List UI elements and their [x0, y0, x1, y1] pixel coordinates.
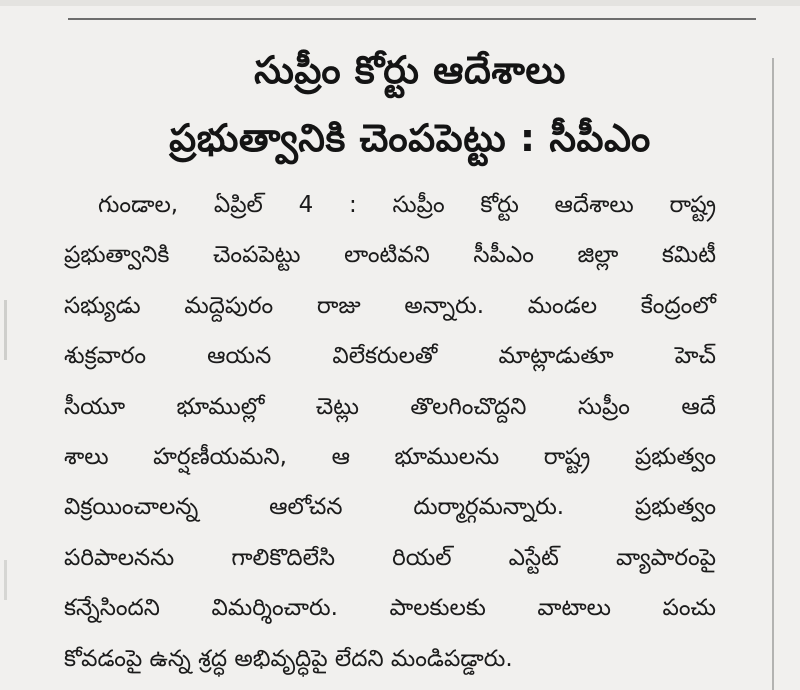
body-line-7: విక్రయించాలన్న ఆలోచన దుర్మార్గమన్నారు. ప్రభుత్వం — [64, 494, 716, 521]
body-line-3: సభ్యుడు మద్దెపురం రాజు అన్నారు. మండల కేంద్రంలో — [64, 292, 716, 319]
page-fold-mark — [4, 300, 7, 360]
headline-line-2: ప్రభుత్వానికి చెంపపెట్టు : సీపీఎం — [169, 116, 651, 160]
column-right-rule — [772, 58, 774, 690]
body-line-1: గుండాల, ఏప్రిల్ 4 : సుప్రీం కోర్టు ఆదేశాలు రాష్ట్ర — [98, 192, 716, 218]
body-line-5: సీయూ భూముల్లో చెట్లు తొలగించొద్దని సుప్రీం ఆదే — [64, 393, 716, 420]
headline-line-1: సుప్రీం కోర్టు ఆదేశాలు — [254, 48, 566, 92]
page-fold-mark-lower — [4, 560, 7, 600]
body-line-4: శుక్రవారం ఆయన విలేకరులతో మాట్లాడుతూ హెచ్ — [64, 343, 716, 370]
page-top-edge — [0, 0, 800, 6]
body-line-10: కోవడంపై ఉన్న శ్రద్ధ అభివృద్ధిపై లేదని మండిపడ్డారు. — [64, 645, 513, 672]
article-headline — [60, 36, 760, 172]
article-body — [64, 180, 716, 684]
column-top-rule — [68, 18, 756, 20]
body-line-6: శాలు హర్షణీయమని, ఆ భూములను రాష్ట్ర ప్రభుత్వం — [64, 443, 716, 470]
body-line-8: పరిపాలనను గాలికొదిలేసి రియల్ ఎస్టేట్ వ్యాపారంపై — [64, 544, 716, 571]
body-line-9: కన్నేసిందని విమర్శించారు. పాలకులకు వాటాలు పంచు — [64, 595, 716, 622]
body-line-2: ప్రభుత్వానికి చెంపపెట్టు లాంటివని సీపీఎం జిల్లా కమిటీ — [64, 242, 716, 269]
